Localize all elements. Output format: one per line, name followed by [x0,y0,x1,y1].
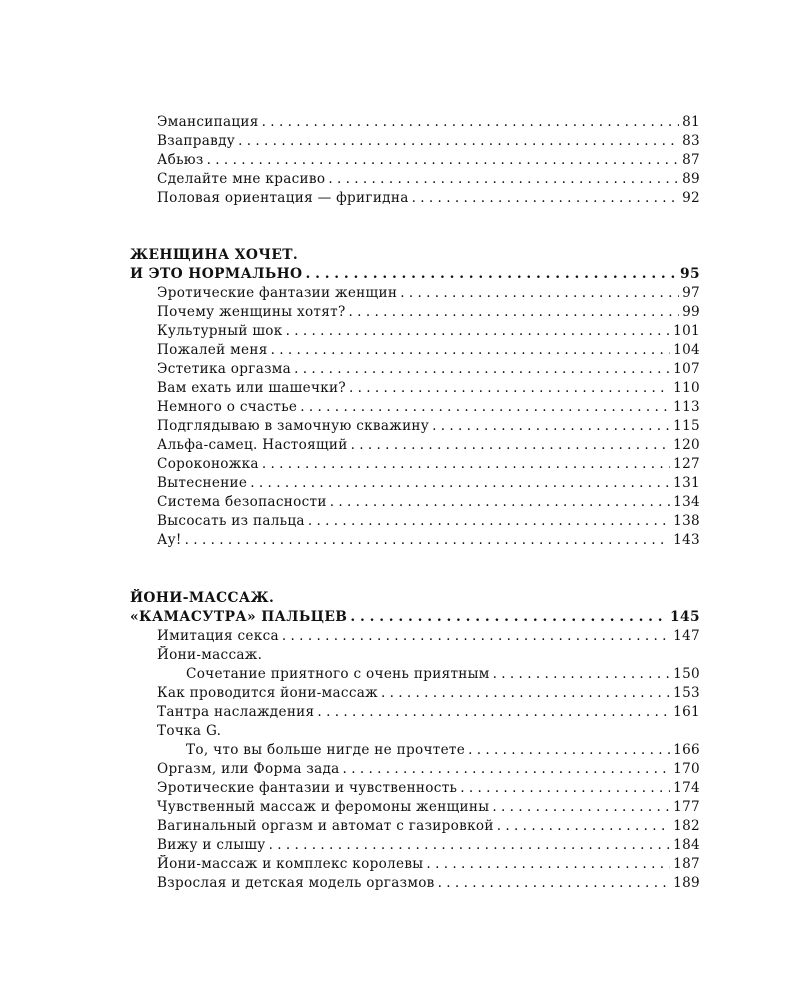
dot-leader [460,779,670,798]
section-heading-line2: И ЭТО НОРМАЛЬНО [130,266,303,282]
toc-entry[interactable] [130,284,700,303]
dot-leader [497,817,670,836]
section-heading-line2: «КАМАСУТРА» ПАЛЬЦЕВ [130,609,348,625]
dot-leader [351,436,671,455]
toc-entry[interactable] [130,779,700,798]
toc-entry[interactable] [130,322,700,341]
toc-entry-title: Пожалей меня [157,342,268,358]
toc-entry[interactable] [130,665,700,684]
section-spacer [130,208,700,246]
toc-entry-page: 174 [673,780,700,796]
toc-entry-title: Эротические фантазии женщин [157,285,398,301]
dot-leader [492,798,670,817]
dot-leader [330,493,670,512]
toc-entry-continued[interactable] [130,722,700,741]
toc-entry-page: 143 [673,532,700,548]
toc-entry-title: Культурный шок [157,323,283,339]
toc-entry-page: 187 [673,856,700,872]
section-heading-page: 95 [680,266,700,282]
toc-entry[interactable] [130,398,700,417]
dot-leader [328,170,679,189]
dot-leader [286,322,671,341]
toc-entry-page: 131 [673,475,700,491]
toc-entry-title: Йони-массаж. [157,647,263,663]
toc-entry[interactable] [130,132,700,151]
toc-entry-page: 83 [682,133,700,149]
toc-entry-title: Вагинальный оргазм и автомат с газировкой [157,818,494,834]
toc-entry[interactable] [130,360,700,379]
toc-entry-title: То, что вы больше нигде не прочтете [186,742,466,758]
table-of-contents [130,113,700,893]
toc-entry-title: Как проводится йони-массаж [157,685,378,701]
dot-leader [412,189,679,208]
toc-entry[interactable] [130,341,700,360]
toc-entry-title: Эстетика оргазма [157,361,292,377]
toc-entry-page: 170 [673,761,700,777]
dot-leader [185,531,670,550]
toc-entry-title: Тантра наслаждения [157,704,315,720]
toc-entry[interactable] [130,798,700,817]
toc-entry[interactable] [130,874,700,893]
toc-entry[interactable] [130,512,700,531]
toc-entry[interactable] [130,417,700,436]
toc-entry-title: Вам ехать или шашечки? [157,380,346,396]
toc-entry[interactable] [130,531,700,550]
toc-entry-page: 120 [673,437,700,453]
toc-entry-title: Немного о счастье [157,399,298,415]
toc-entry-page: 97 [682,285,700,301]
toc-entry[interactable] [130,379,700,398]
toc-entry[interactable] [130,151,700,170]
toc-entry-page: 166 [673,742,700,758]
toc-entry-page: 101 [673,323,700,339]
dot-leader [349,303,680,322]
section-heading-line1: ЖЕНЩИНА ХОЧЕТ. [130,247,299,263]
toc-entry[interactable] [130,170,700,189]
toc-entry-title: Высосать из пальца [157,513,305,529]
toc-entry-page: 81 [682,114,700,130]
toc-entry-page: 127 [673,456,700,472]
toc-entry[interactable] [130,760,700,779]
toc-entry[interactable] [130,189,700,208]
dot-leader [250,474,670,493]
section-heading[interactable] [130,608,700,627]
toc-entry-page: 115 [673,418,700,434]
toc-entry-page: 177 [673,799,700,815]
dot-leader [271,341,671,360]
dot-leader [343,760,671,779]
toc-entry-page: 147 [673,628,700,644]
toc-entry-title: Вытеснение [157,475,248,491]
toc-entry-page: 110 [673,380,700,396]
toc-entry[interactable] [130,474,700,493]
toc-entry[interactable] [130,455,700,474]
toc-entry-title: Почему женщины хотят? [157,304,346,320]
dot-leader [262,113,679,132]
dot-leader [262,455,670,474]
toc-entry-continued[interactable] [130,646,700,665]
dot-leader [432,417,670,436]
toc-entry[interactable] [130,627,700,646]
section-heading[interactable] [130,246,700,265]
toc-entry[interactable] [130,836,700,855]
section-heading[interactable] [130,589,700,608]
toc-entry-title: Абьюз [157,152,204,168]
toc-entry-title: Система безопасности [157,494,327,510]
toc-entry-page: 182 [673,818,700,834]
toc-entry-title: Сочетание приятного с очень приятным [186,666,490,682]
toc-entry-title: Эротические фантазии и чувственность [157,780,458,796]
toc-entry[interactable] [130,855,700,874]
section-spacer [130,550,700,589]
toc-entry-title: Чувственный массаж и феромоны женщины [157,799,490,815]
toc-entry-title: Эмансипация [157,114,259,130]
toc-entry-title: Точка G. [157,723,222,739]
toc-entry-page: 184 [673,837,700,853]
toc-entry-page: 113 [673,399,700,415]
dot-leader [317,703,670,722]
toc-entry-page: 138 [673,513,700,529]
toc-entry-title: Взрослая и детская модель оргазмов [157,875,435,891]
toc-entry[interactable] [130,493,700,512]
toc-entry-title: Йони-массаж и комплекс королевы [157,856,424,872]
toc-entry-title: Подглядываю в замочную скважину [157,418,430,434]
toc-entry-title: Взаправду [157,133,236,149]
dot-leader [349,379,670,398]
toc-entry-page: 189 [673,875,700,891]
toc-entry-title: Сороконожка [157,456,259,472]
toc-entry-title: Альфа-самец. Настоящий [157,437,348,453]
dot-leader [294,360,670,379]
toc-entry-page: 87 [682,152,700,168]
toc-entry-title: Сделайте мне красиво [157,171,326,187]
toc-entry-title: Ау! [157,532,182,548]
toc-entry[interactable] [130,817,700,836]
toc-entry[interactable] [130,684,700,703]
toc-entry-page: 99 [682,304,700,320]
dot-leader [438,874,671,893]
dot-leader [300,398,670,417]
toc-entry-title: Оргазм, или Форма зада [157,761,340,777]
dot-leader [468,741,670,760]
toc-entry[interactable] [130,113,700,132]
toc-entry-title: Вижу и слышу [157,837,266,853]
section-heading-line1: ЙОНИ-МАССАЖ. [130,590,275,606]
dot-leader [426,855,670,874]
toc-entry[interactable] [130,303,700,322]
dot-leader [282,627,670,646]
toc-entry-page: 134 [673,494,700,510]
toc-entry-page: 161 [673,704,700,720]
toc-entry[interactable] [130,436,700,455]
toc-entry-page: 89 [682,171,700,187]
toc-entry-title: Половая ориентация — фригидна [157,190,409,206]
dot-leader [207,151,679,170]
section-heading-page: 145 [670,609,700,625]
dot-leader [308,512,670,531]
toc-entry-page: 150 [673,666,700,682]
dot-leader [400,284,679,303]
toc-entry-page: 153 [673,685,700,701]
toc-entry-page: 107 [673,361,700,377]
dot-leader [350,608,667,627]
toc-entry-page: 104 [673,342,700,358]
section-heading[interactable] [130,265,700,284]
toc-entry[interactable] [130,741,700,760]
dot-leader [381,684,670,703]
dot-leader [269,836,671,855]
dot-leader [305,265,677,284]
toc-entry[interactable] [130,703,700,722]
dot-leader [238,132,679,151]
toc-entry-title: Имитация секса [157,628,279,644]
dot-leader [493,665,671,684]
toc-entry-page: 92 [682,190,700,206]
